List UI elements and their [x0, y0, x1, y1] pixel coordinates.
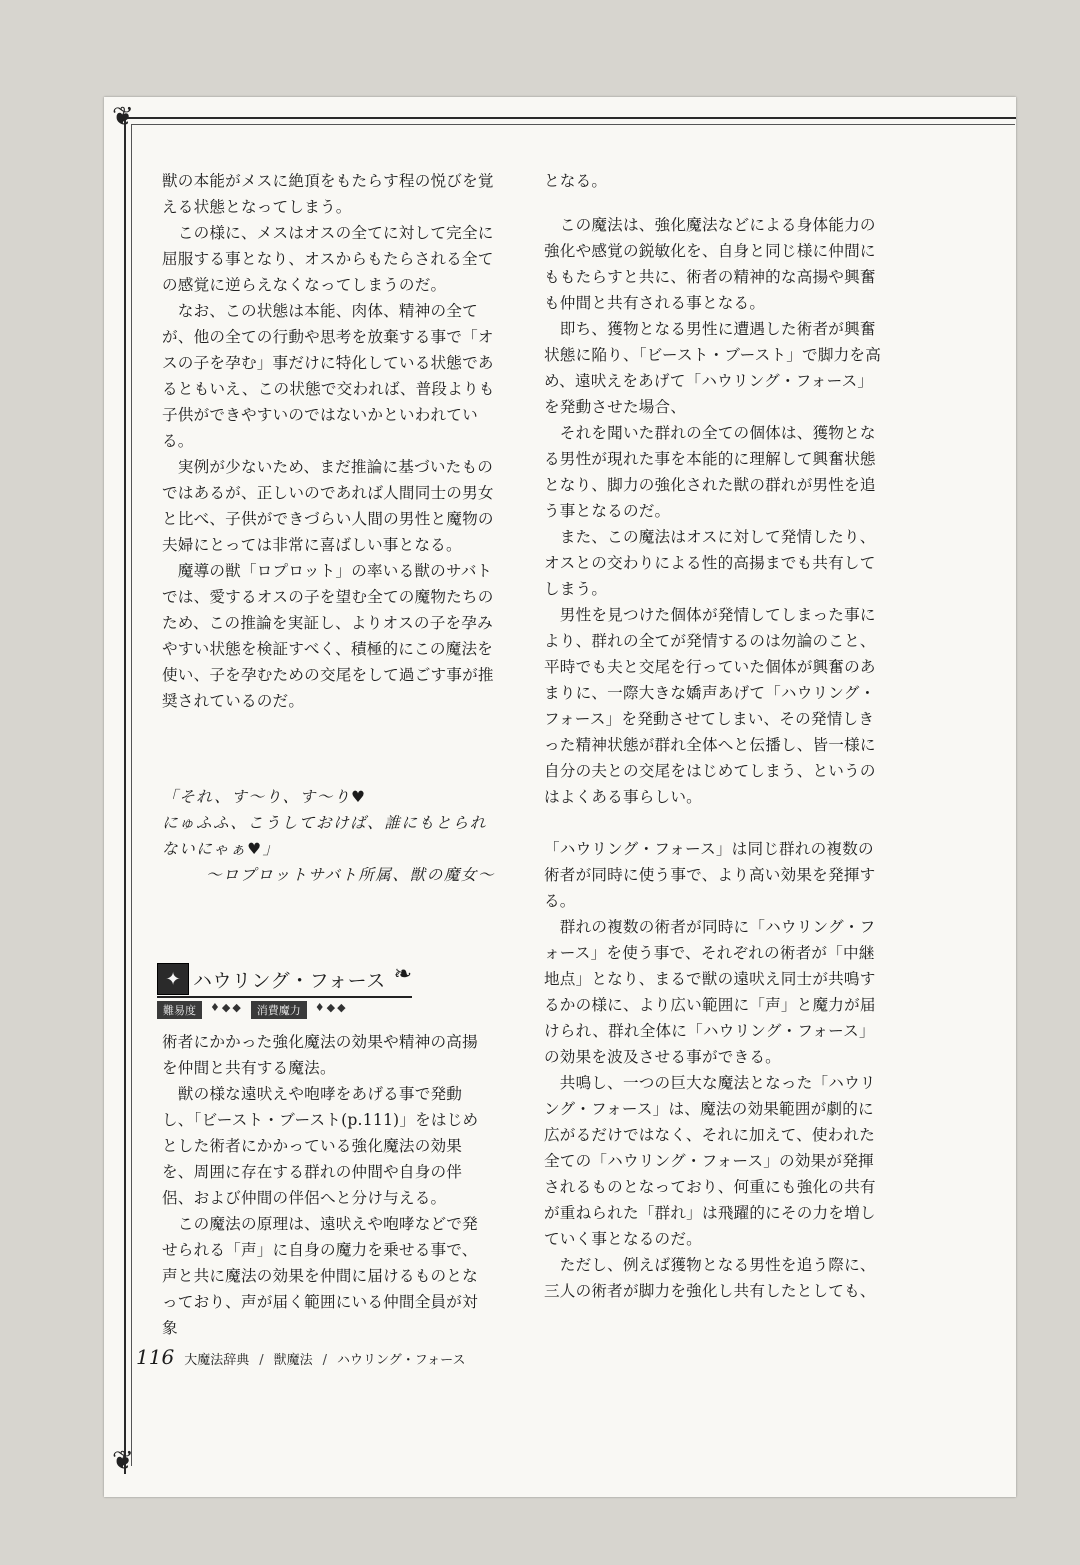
footer-separator: /: [322, 1353, 327, 1368]
footer-category: 獣魔法: [273, 1353, 313, 1368]
body-paragraph: 即ち、獲物となる男性に遭遇した術者が興奮状態に陥り、「ビースト・ブースト」で脚力を高め、遠吠えをあげて「ハウリング・フォース」を発動させた場合、: [544, 320, 882, 416]
body-paragraph: この魔法は、強化魔法などによる身体能力の強化や感覚の鋭敏化を、自身と同じ様に仲間にももたらすと共に、術者の精神的な高揚や興奮も仲間と共有される事となる。: [544, 216, 876, 312]
wolf-claw-icon: ✦: [157, 963, 189, 995]
spell-section: [157, 962, 479, 1337]
section-title: ハウリング・フォース: [193, 969, 386, 992]
body-paragraph: となる。: [544, 172, 608, 190]
difficulty-rating: ♦◆◆: [210, 1001, 243, 1014]
body-paragraph: 共鳴し、一つの巨大な魔法となった「ハウリング・フォース」は、魔法の効果範囲が劇的に広がるだけではなく、それに加えて、使われた全ての「ハウリング・フォース」の効果が発揮されるものとなっており、何重にも強化の共有が重ねられた「群れ」は飛躍的にその力を増していく事となるのだ。: [544, 1074, 876, 1248]
section-body: [162, 1029, 492, 1341]
quote-line: にゅふふ、こうしておけば、誰にもとられないにゃぁ♥」: [162, 814, 487, 858]
body-paragraph: また、この魔法はオスに対して発情したり、オスとの交わりによる性的高揚までも共有してしまう。: [544, 528, 876, 598]
left-column: [162, 168, 497, 888]
page-number: 116: [136, 1345, 175, 1369]
page-footer: [136, 1345, 465, 1369]
body-paragraph: 魔導の獣「ロプロット」の率いる獣のサバトでは、愛するオスの子を望む全ての魔物たちのため、この推論を実証し、よりオスの子を孕みやすい状態を検証すべく、積極的にこの魔法を使い、子を孕むための交尾をして過ごす事が推奨されているのだ。: [162, 562, 494, 710]
flourish-ornament-icon: ❧: [393, 962, 412, 987]
character-quote: [162, 784, 497, 888]
difficulty-label: 難易度: [157, 1001, 202, 1019]
section-header: [157, 962, 412, 998]
footer-book-title: 大魔法辞典: [184, 1353, 250, 1368]
footer-separator: /: [259, 1353, 264, 1368]
quote-line: 「それ、す〜り、す〜り♥: [162, 788, 367, 806]
body-paragraph: 獣の様な遠吠えや咆哮をあげる事で発動し、「ビースト・ブースト(p.111)」をはじめとした術者にかかっている強化魔法の効果を、周囲に存在する群れの仲間や自身の伴侶、および仲間の伴侶へと分け与える。: [162, 1085, 479, 1207]
corner-ornament-bottom: ❦: [112, 1446, 134, 1476]
body-paragraph: この様に、メスはオスの全てに対して完全に屈服する事となり、オスからもたらされる全ての感覚に逆らえなくなってしまうのだ。: [162, 224, 494, 294]
body-paragraph: 術者にかかった強化魔法の効果や精神の高揚を仲間と共有する魔法。: [162, 1033, 478, 1077]
cost-rating: ♦◆◆: [314, 1001, 348, 1014]
body-paragraph: この魔法の原理は、遠吠えや咆哮などで発せられる「声」に自身の魔力を乗せる事で、声と共に魔法の効果を仲間に届けるものとなっており、声が届く範囲にいる仲間全員が対象: [162, 1215, 478, 1337]
body-paragraph: ただし、例えば獲物となる男性を追う際に、三人の術者が脚力を強化し共有したとしても、: [544, 1256, 876, 1300]
spell-meta: [157, 1001, 412, 1019]
body-paragraph: それを聞いた群れの全ての個体は、獲物となる男性が現れた事を本能的に理解して興奮状態となり、脚力の強化された獣の群れが男性を追う事となるのだ。: [544, 424, 876, 520]
corner-ornament-top: ❦: [112, 102, 134, 132]
body-paragraph: 群れの複数の術者が同時に「ハウリング・フォース」を使う事で、それぞれの術者が「中継地点」となり、まるで獣の遠吠え同士が共鳴するかの様に、より広い範囲に「声」と魔力が届けられ、群れ全体に「ハウリング・フォース」の効果を波及させる事ができる。: [544, 918, 876, 1066]
body-paragraph: なお、この状態は本能、肉体、精神の全てが、他の全ての行動や思考を放棄する事で「オスの子を孕む」事だけに特化している状態であるともいえ、この状態で交われば、普段よりも子供ができやすいのではないかといわれている。: [162, 302, 495, 450]
body-paragraph: 獣の本能がメスに絶頂をもたらす程の悦びを覚える状態となってしまう。: [162, 172, 494, 216]
body-paragraph: 「ハウリング・フォース」は同じ群れの複数の術者が同時に使う事で、より高い効果を発揮する。: [544, 840, 876, 910]
footer-entry: ハウリング・フォース: [337, 1353, 466, 1368]
right-column: [544, 168, 881, 1304]
cost-label: 消費魔力: [251, 1001, 307, 1019]
body-paragraph: 実例が少ないため、まだ推論に基づいたものではあるが、正しいのであれば人間同士の男女と比べ、子供ができづらい人間の男性と魔物の夫婦にとっては非常に喜ばしい事となる。: [162, 458, 494, 554]
quote-signature: 〜ロプロットサバト所属、獣の魔女〜: [205, 866, 495, 884]
body-paragraph: 男性を見つけた個体が発情してしまった事により、群れの全てが発情するのは勿論のこと、平時でも夫と交尾を行っていた個体が興奮のあまりに、一際大きな嬌声あげて「ハウリング・フォース」を発動させてしまい、その発情しきった精神状態が群れ全体へと伝播し、皆一様に自分の夫との交尾をはじめてしまう、というのはよくある事らしい。: [544, 606, 876, 806]
